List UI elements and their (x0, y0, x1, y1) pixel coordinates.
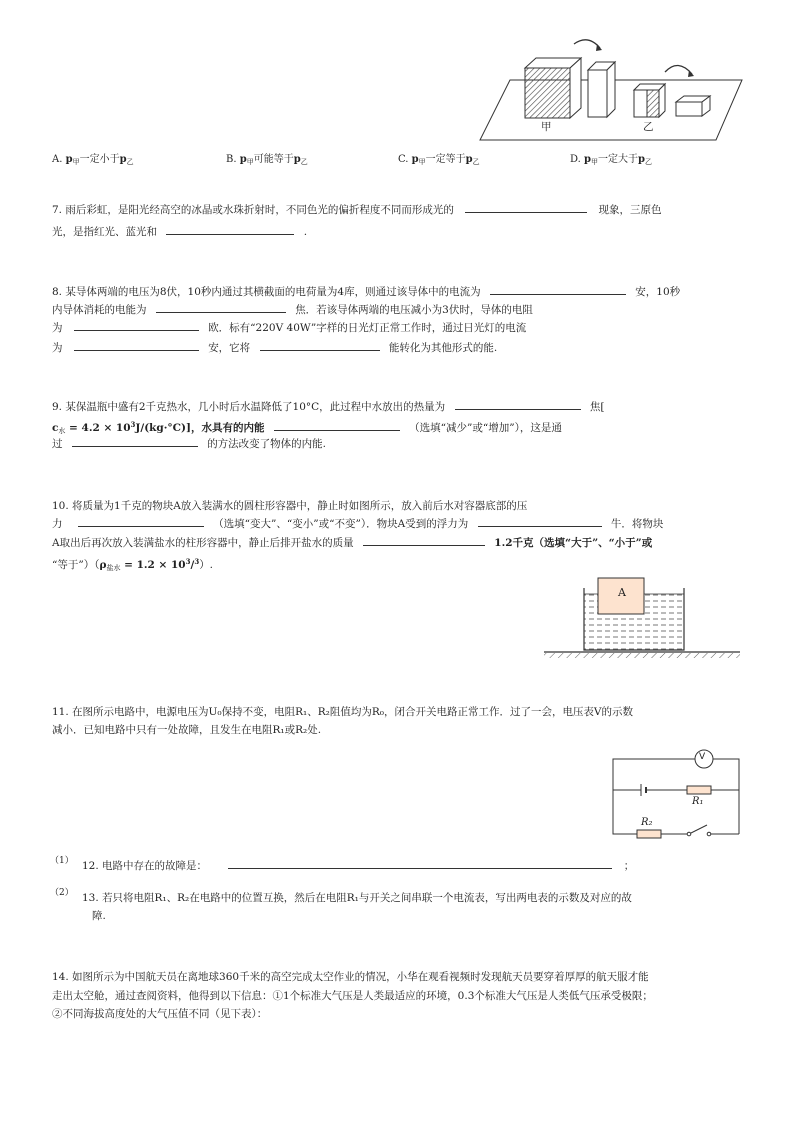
block-jia-half (588, 62, 615, 117)
q7-line2: 光，是指红光、蓝光和 . (52, 222, 307, 242)
circuit-figure (605, 744, 745, 840)
q8-blank-4[interactable] (74, 338, 199, 351)
q9-line3: 过 的方法改变了物体的内能. (52, 434, 326, 454)
block-yi (634, 84, 665, 117)
arrow-icon (574, 40, 600, 48)
q8-line3: 为 欧．标有“220V 40W”字样的日光灯正常工作时，通过日光灯的电流 (52, 318, 526, 338)
q8-blank-3[interactable] (74, 318, 199, 331)
option-b[interactable]: B. $p_甲$可能等于$p_乙$ (226, 154, 308, 166)
voltmeter-label: V (699, 752, 706, 762)
switch (691, 825, 707, 833)
block-a-label: A (618, 586, 626, 599)
block-yi-half (676, 96, 710, 116)
q10-line2: 力 （选填“变大”、“变小”或“不变”）．物块A受到的浮力为 牛．将物块 (52, 514, 663, 534)
q14-line3: ②不同海拔高度处的大气压值不同（见下表）： (52, 1008, 268, 1020)
resistor-r1 (687, 786, 711, 794)
q11-line2: 减小．已知电路中只有一处故障，且发生在电阻R₁或R₂处. (52, 724, 322, 736)
r1-label: R₁ (692, 796, 704, 807)
q10-line1: 10. 将质量为1千克的物块A放入装满水的圆柱形容器中，静止时如图所示，放入前后水对容器底部的压 (52, 500, 528, 512)
q9-blank-1[interactable] (455, 397, 581, 410)
q10-blank-2[interactable] (478, 514, 602, 527)
q8-line2: 内导体消耗的电能为 焦．若该导体两端的电压减小为3伏时，导体的电阻 (52, 300, 533, 320)
q8-blank-2[interactable] (156, 300, 286, 313)
subq2-line2: 障. (92, 910, 106, 922)
option-d[interactable]: D. $p_甲$一定大于$p_乙$ (570, 154, 653, 166)
q9-blank-3[interactable] (72, 434, 198, 447)
q9-line2: $c_水 = 4.2 \times 10^3J/(kg\cdot^\circ C)$]，水具有的内能 （选填“减少”或“增加”），这是通 (52, 420, 562, 435)
block-jia (525, 58, 581, 118)
subq1-number: （1） (50, 856, 74, 866)
subq2-line1: 13. 若只将电阻R₁、R₂在电路中的位置互换，然后在电阻R₁与开关之间串联一个电流表，写出两电表的示数及对应的故 (82, 892, 632, 904)
q10-line3: A取出后再次放入装满盐水的柱形容器中，静止后排开盐水的质量 1.2千克（选填“大于”、“小于”或 (52, 533, 652, 553)
q8-line4: 为 安，它将 能转化为其他形式的能. (52, 338, 497, 358)
option-c[interactable]: C. $p_甲$一定等于$p_乙$ (398, 154, 480, 166)
q7-line1: 7. 雨后彩虹，是阳光经高空的冰晶或水珠折射时，不同色光的偏折程度不同而形成光的 现象，三原色 (52, 200, 662, 220)
q10-blank-1[interactable] (78, 514, 204, 527)
q7-blank-1[interactable] (465, 200, 587, 213)
r2-label: R₂ (641, 817, 653, 828)
q10-blank-3[interactable] (363, 533, 485, 546)
subq1-line: 12. 电路中存在的故障是： ； (82, 856, 634, 876)
subq2-number: （2） (50, 888, 74, 898)
q8-blank-1[interactable] (490, 282, 626, 295)
q9-blank-2[interactable] (274, 418, 400, 431)
arrow-icon (665, 65, 692, 74)
q11-line1: 11. 在图所示电路中，电源电压为U₀保持不变，电阻R₁、R₂阻值均为R₀，闭合开关电路正常工作．过了一会，电压表V的示数 (52, 706, 634, 718)
q14-line2: 走出太空舱，通过查阅资料，他得到以下信息：①1个标准大气压是人类最适应的环境，0.3个标准大气压是人类低气压承受极限； (52, 990, 653, 1002)
label-jia: 甲 (541, 121, 552, 133)
container-figure (540, 574, 744, 660)
q12-blank[interactable] (228, 856, 612, 869)
option-a[interactable]: A. $p_甲$一定小于$p_乙$ (52, 154, 134, 166)
q9-line1: 9. 某保温瓶中盛有2千克热水，几小时后水温降低了10°C，此过程中水放出的热量为 焦[ (52, 397, 604, 417)
q8-blank-5[interactable] (260, 338, 380, 351)
q8-line1: 8. 某导体两端的电压为8伏，10秒内通过其横截面的电荷量为4库，则通过该导体中的电流为 安，10秒 (52, 282, 680, 302)
resistor-r2 (637, 830, 661, 838)
q10-line4: “等于$”)(\rho_{盐水} = 1.2 \times 10^3/^3)$. (52, 557, 214, 572)
q7-blank-2[interactable] (166, 222, 294, 235)
label-yi: 乙 (643, 121, 654, 133)
blocks-figure (470, 30, 760, 150)
q14-line1: 14. 如图所示为中国航天员在离地球360千米的高空完成太空作业的情况，小华在观看视频时发现航天员要穿着厚厚的航天服才能 (52, 971, 649, 983)
